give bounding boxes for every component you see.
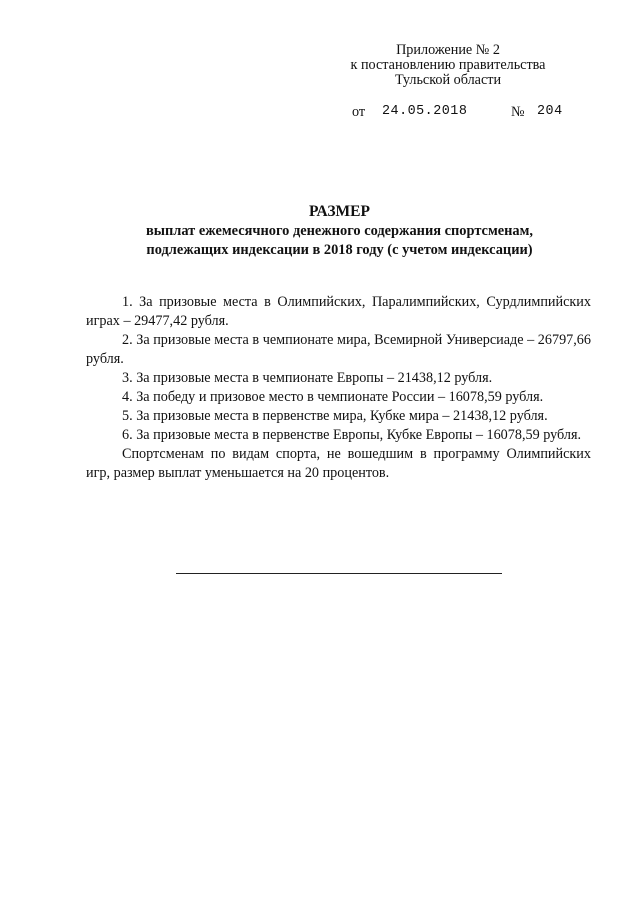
decree-date: 24.05.2018: [382, 104, 468, 119]
list-item: 1. За призовые места в Олимпийских, Паралимпийских, Сурдлимпийских играх – 29477,42 рубля.: [86, 294, 591, 329]
appendix-decree-ref: к постановлению правительства: [350, 57, 546, 73]
list-item: 3. За призовые места в чемпионате Европы – 21438,12 рубля.: [122, 370, 493, 386]
number-label: №: [511, 104, 525, 120]
list-item: 4. За победу и призовое место в чемпионате России – 16078,59 рубля.: [122, 389, 544, 405]
list-item: 2. За призовые места в чемпионате мира, Всемирной Универсиаде – 26797,66 рубля.: [86, 332, 591, 367]
list-item: 5. За призовые места в первенстве мира, Кубке мира – 21438,12 рубля.: [122, 408, 548, 424]
decree-date-number: [352, 104, 563, 120]
appendix-number: Приложение № 2: [396, 42, 500, 58]
appendix-region: Тульской области: [394, 72, 502, 88]
reduction-note: Спортсменам по видам спорта, не вошедшим в программу Олимпийских игр, размер выплат уменьшается на 20 процентов.: [86, 446, 591, 481]
document-title: РАЗМЕР: [309, 203, 370, 220]
date-prefix: от: [352, 104, 366, 120]
document-subtitle-line1: выплат ежемесячного денежного содержания спортсменам,: [145, 223, 534, 239]
appendix-header: [330, 43, 566, 88]
payment-list: [86, 293, 591, 483]
closing-divider: [176, 573, 502, 574]
list-item: 6. За призовые места в первенстве Европы, Кубке Европы – 16078,59 рубля.: [122, 427, 582, 443]
decree-number: 204: [537, 104, 563, 119]
document-subtitle-line2: подлежащих индексации в 2018 году (с учетом индексации): [146, 242, 533, 258]
